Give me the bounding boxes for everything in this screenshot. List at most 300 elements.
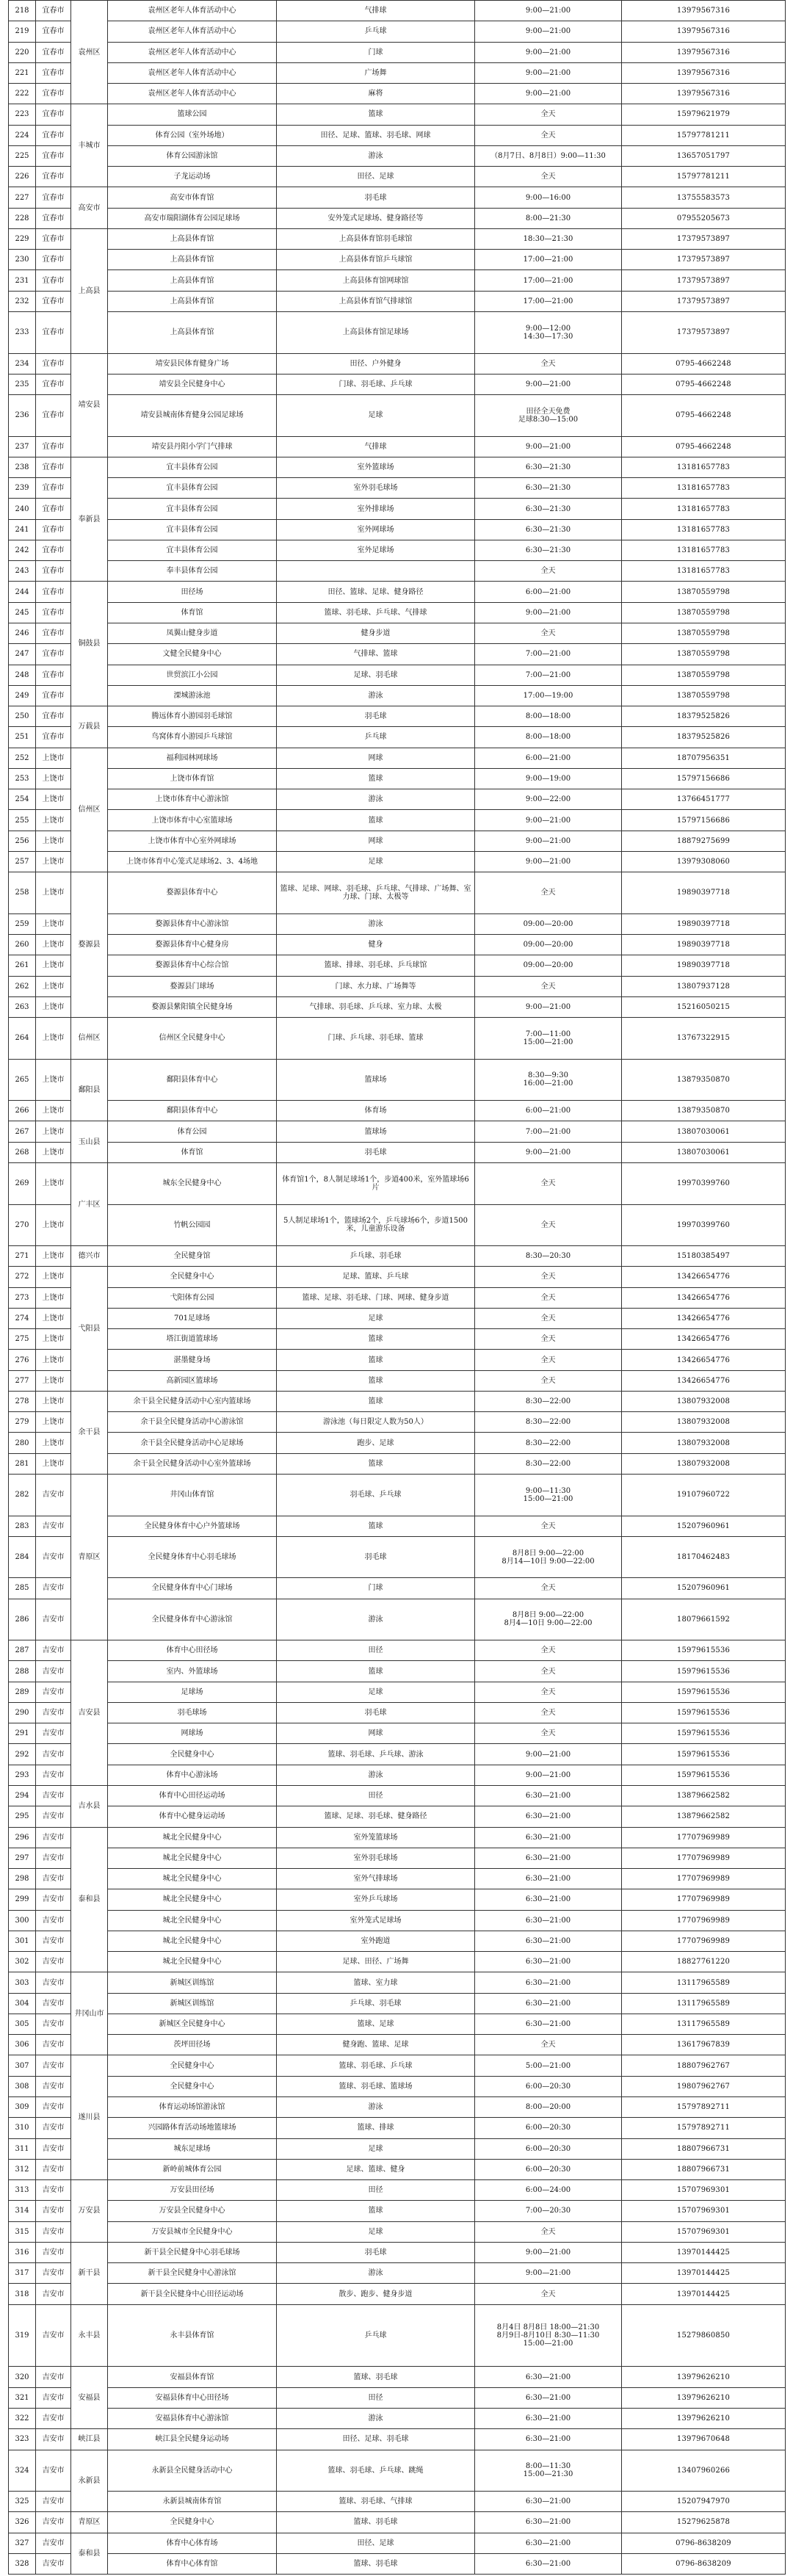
table-row <box>9 1931 786 1951</box>
row-venue: 鄱阳县体育中心 <box>108 1101 277 1121</box>
row-city: 上饶市 <box>36 1267 71 1287</box>
row-time: 田径全天免费 足球8:30—15:00 <box>475 395 622 437</box>
row-time: 全天 <box>475 167 622 187</box>
row-time: 6:30—21:00 <box>475 2367 622 2387</box>
row-city: 吉安市 <box>36 2035 71 2055</box>
row-city: 宜春市 <box>36 104 71 125</box>
row-number: 318 <box>9 2284 36 2304</box>
row-number: 294 <box>9 1786 36 1806</box>
row-venue: 新干县全民健身中心游泳馆 <box>108 2263 277 2284</box>
row-number: 261 <box>9 955 36 976</box>
row-county: 婺源县 <box>71 872 108 1018</box>
row-items: 游泳 <box>277 2408 475 2428</box>
row-county: 新干县 <box>71 2242 108 2304</box>
table-row <box>9 706 786 727</box>
row-city: 吉安市 <box>36 1931 71 1951</box>
row-time: 6:30—21:00 <box>475 2014 622 2034</box>
table-row <box>9 810 786 831</box>
row-venue: 婺源县体育中心综合馆 <box>108 955 277 976</box>
row-items: 游泳 <box>277 1765 475 1785</box>
row-phone: 13807937128 <box>622 976 786 996</box>
row-number: 247 <box>9 644 36 665</box>
row-time: 8:00—20:00 <box>475 2096 622 2117</box>
row-city: 吉安市 <box>36 2201 71 2221</box>
row-phone: 17707969989 <box>622 1931 786 1951</box>
row-city: 宜春市 <box>36 145 71 166</box>
row-city: 宜春市 <box>36 436 71 457</box>
row-time: 8:30—20:30 <box>475 1246 622 1267</box>
row-number: 288 <box>9 1661 36 1682</box>
row-time: 全天 <box>475 1287 622 1308</box>
row-phone: 13181657783 <box>622 561 786 582</box>
row-venue: 婺源县紫阳镇全民健身场 <box>108 996 277 1017</box>
row-venue: 体育中心健身运动场 <box>108 1806 277 1827</box>
row-city: 宜春市 <box>36 167 71 187</box>
row-number: 235 <box>9 374 36 394</box>
row-number: 325 <box>9 2492 36 2512</box>
row-number: 230 <box>9 250 36 270</box>
table-row <box>9 2221 786 2242</box>
venue-table <box>8 0 786 2575</box>
row-items: 篮球、足球、羽毛球、门球、网球、健身步道 <box>277 1287 475 1308</box>
row-venue: 体育中心游泳场 <box>108 1765 277 1785</box>
row-time: 全天 <box>475 125 622 145</box>
row-items: 室外笼式足球场 <box>277 1910 475 1931</box>
row-items: 上高县体育馆足球场 <box>277 311 475 353</box>
row-items: 麻将 <box>277 84 475 104</box>
row-phone: 13767322915 <box>622 1018 786 1060</box>
row-time: 全天 <box>475 1661 622 1682</box>
table-row <box>9 2450 786 2492</box>
row-number: 274 <box>9 1308 36 1328</box>
row-venue: 体育公园（室外场地） <box>108 125 277 145</box>
row-time: 9:00—12:00 14:30—17:30 <box>475 311 622 353</box>
row-venue: 永新县城南体育馆 <box>108 2492 277 2512</box>
table-row <box>9 1142 786 1162</box>
row-time: 9:00—21:00 <box>475 851 622 872</box>
row-venue: 上饶市体育中心室篮球场 <box>108 810 277 831</box>
row-venue: 上高县体育馆 <box>108 250 277 270</box>
row-items: 足球、篮球、乒乓球 <box>277 1267 475 1287</box>
row-city: 吉安市 <box>36 2014 71 2034</box>
row-items: 篮球、羽毛球 <box>277 2367 475 2387</box>
row-items: 室外气排球场 <box>277 1869 475 1889</box>
row-number: 298 <box>9 1869 36 1889</box>
row-venue: 婺源县体育中心游泳馆 <box>108 913 277 934</box>
row-phone: 15979615536 <box>622 1682 786 1702</box>
row-venue: 余干县全民健身活动中心室内篮球场 <box>108 1391 277 1411</box>
row-venue: 奉丰县体育公园 <box>108 561 277 582</box>
row-number: 271 <box>9 1246 36 1267</box>
row-phone: 17379573897 <box>622 250 786 270</box>
row-number: 238 <box>9 457 36 477</box>
table-row <box>9 1204 786 1246</box>
row-items: 足球、篮球、健身 <box>277 2159 475 2179</box>
row-venue: 体育运动场馆游泳馆 <box>108 2096 277 2117</box>
row-time: 6:00—21:00 <box>475 748 622 768</box>
row-phone: 13181657783 <box>622 499 786 519</box>
row-venue: 体育馆 <box>108 1142 277 1162</box>
row-time: 6:00—20:30 <box>475 2076 622 2096</box>
row-items: 门球 <box>277 42 475 62</box>
row-time: 9:00—21:00 <box>475 42 622 62</box>
row-city: 上饶市 <box>36 1101 71 1121</box>
table-row <box>9 1370 786 1391</box>
row-city: 上饶市 <box>36 810 71 831</box>
row-venue: 腾远体育小游园羽毛球馆 <box>108 706 277 727</box>
row-items: 气排球 <box>277 436 475 457</box>
row-city: 吉安市 <box>36 1993 71 2014</box>
row-time: 8:30—22:00 <box>475 1391 622 1411</box>
row-city: 吉安市 <box>36 1765 71 1785</box>
row-time: 全天 <box>475 561 622 582</box>
row-items: 篮球场 <box>277 1121 475 1142</box>
row-venue: 体育中心田径运动场 <box>108 1786 277 1806</box>
table-row <box>9 1329 786 1350</box>
row-venue: 万安县城市全民健身中心 <box>108 2221 277 2242</box>
row-city: 上饶市 <box>36 1121 71 1142</box>
row-phone: 13870559798 <box>622 665 786 685</box>
table-row <box>9 1640 786 1661</box>
row-time: 8:00—18:00 <box>475 706 622 727</box>
row-items: 篮球、室力球 <box>277 1972 475 1993</box>
row-items: 气排球、篮球 <box>277 644 475 665</box>
row-county: 广丰区 <box>71 1162 108 1245</box>
row-items: 乒乓球 <box>277 2304 475 2367</box>
row-county: 峡江县 <box>71 2429 108 2450</box>
row-items: 足球 <box>277 1308 475 1328</box>
row-city: 上饶市 <box>36 1287 71 1308</box>
row-time: 6:30—21:00 <box>475 1889 622 1910</box>
row-items: 游泳 <box>277 1599 475 1640</box>
row-time: 6:30—21:00 <box>475 2387 622 2408</box>
row-city: 吉安市 <box>36 1723 71 1744</box>
row-number: 241 <box>9 519 36 540</box>
row-phone: 13117965589 <box>622 2014 786 2034</box>
table-row <box>9 2159 786 2179</box>
row-time: 6:30—21:00 <box>475 1869 622 1889</box>
row-phone: 13181657783 <box>622 540 786 560</box>
row-items: 游泳 <box>277 2096 475 2117</box>
row-phone: 13870559798 <box>622 602 786 623</box>
row-venue: 新城区训练馆 <box>108 1993 277 2014</box>
row-time: 7:00—21:00 <box>475 644 622 665</box>
row-number: 291 <box>9 1723 36 1744</box>
row-time: 全天 <box>475 104 622 125</box>
row-phone: 13970144425 <box>622 2242 786 2262</box>
row-number: 233 <box>9 311 36 353</box>
row-number: 328 <box>9 2553 36 2574</box>
row-venue: 余干县全民健身活动中心游泳馆 <box>108 1412 277 1433</box>
row-city: 吉安市 <box>36 1702 71 1723</box>
row-city: 吉安市 <box>36 2492 71 2512</box>
row-items: 羽毛球 <box>277 1536 475 1578</box>
row-city: 上饶市 <box>36 1370 71 1391</box>
row-venue: 袁州区老年人体育活动中心 <box>108 1 277 21</box>
row-venue: 靖安县城南体育健身公园足球场 <box>108 395 277 437</box>
row-phone: 13979670648 <box>622 2429 786 2450</box>
row-venue: 全民健身体育中心羽毛球场 <box>108 1536 277 1578</box>
table-row <box>9 457 786 477</box>
row-number: 258 <box>9 872 36 914</box>
row-time: 9:00—21:00 <box>475 84 622 104</box>
row-time: 全天 <box>475 1350 622 1370</box>
row-phone: 13807932008 <box>622 1433 786 1453</box>
row-venue: 新城区全民健身中心 <box>108 2014 277 2034</box>
table-row <box>9 395 786 437</box>
row-number: 316 <box>9 2242 36 2262</box>
row-city: 吉安市 <box>36 2076 71 2096</box>
row-number: 218 <box>9 1 36 21</box>
row-number: 257 <box>9 851 36 872</box>
row-venue: 安福县体育中心田径场 <box>108 2387 277 2408</box>
row-items: 足球、田径、广场舞 <box>277 1952 475 1972</box>
row-time: 9:00—21:00 <box>475 996 622 1017</box>
row-number: 259 <box>9 913 36 934</box>
row-venue: 全民健身中心 <box>108 2055 277 2076</box>
row-number: 227 <box>9 187 36 208</box>
row-time: 全天 <box>475 2221 622 2242</box>
row-items: 足球 <box>277 2138 475 2159</box>
row-venue: 袁州区老年人体育活动中心 <box>108 42 277 62</box>
row-items: 室外篮球场 <box>277 457 475 477</box>
row-venue: 宜丰县体育公园 <box>108 540 277 560</box>
row-number: 283 <box>9 1516 36 1536</box>
row-venue: 体育公园 <box>108 1121 277 1142</box>
row-venue: 溧城游泳池 <box>108 685 277 706</box>
row-county: 青原区 <box>71 2512 108 2533</box>
row-phone: 0795-4662248 <box>622 436 786 457</box>
row-county: 玉山县 <box>71 1121 108 1163</box>
table-row <box>9 125 786 145</box>
row-items: 羽毛球 <box>277 706 475 727</box>
row-city: 吉安市 <box>36 2263 71 2284</box>
row-venue: 全民健身体育中心游泳馆 <box>108 1599 277 1640</box>
row-number: 315 <box>9 2221 36 2242</box>
row-phone: 13807932008 <box>622 1391 786 1411</box>
row-number: 276 <box>9 1350 36 1370</box>
table-row <box>9 1661 786 1682</box>
row-items: 室外乒乓球场 <box>277 1889 475 1910</box>
row-phone: 17379573897 <box>622 291 786 311</box>
row-number: 289 <box>9 1682 36 1702</box>
row-items: 游泳池（每日限定人数为50人） <box>277 1412 475 1433</box>
row-items: 足球 <box>277 851 475 872</box>
row-items: 健身跑、篮球、足球 <box>277 2035 475 2055</box>
row-time: 9:00—21:00 <box>475 21 622 42</box>
row-city: 宜春市 <box>36 602 71 623</box>
row-number: 319 <box>9 2304 36 2367</box>
row-phone: 19890397718 <box>622 935 786 955</box>
row-venue: 婺源县门球场 <box>108 976 277 996</box>
row-items: 游泳 <box>277 685 475 706</box>
row-phone: 13979626210 <box>622 2367 786 2387</box>
row-items: 田径 <box>277 1640 475 1661</box>
row-time: 9:00—21:00 <box>475 810 622 831</box>
row-phone: 19107960722 <box>622 1474 786 1516</box>
row-number: 300 <box>9 1910 36 1931</box>
row-venue: 全民健身中心 <box>108 2512 277 2533</box>
row-venue: 羽毛球场 <box>108 1702 277 1723</box>
table-row <box>9 2201 786 2221</box>
row-venue: 网球场 <box>108 1723 277 1744</box>
row-items: 网球 <box>277 748 475 768</box>
row-time: 8:00—11:30 15:00—21:30 <box>475 2450 622 2492</box>
row-phone: 13117965589 <box>622 1972 786 1993</box>
table-row <box>9 1433 786 1453</box>
row-items: 羽毛球 <box>277 187 475 208</box>
table-row <box>9 851 786 872</box>
row-time: 8:30—22:00 <box>475 1412 622 1433</box>
row-city: 上饶市 <box>36 1412 71 1433</box>
row-number: 223 <box>9 104 36 125</box>
row-number: 312 <box>9 2159 36 2179</box>
row-city: 吉安市 <box>36 1806 71 1827</box>
row-number: 253 <box>9 768 36 789</box>
table-row <box>9 250 786 270</box>
row-items: 篮球、羽毛球、乒乓球、气排球 <box>277 602 475 623</box>
row-items: 篮球 <box>277 1329 475 1350</box>
row-phone: 15979621979 <box>622 104 786 125</box>
row-time: 6:30—21:00 <box>475 1952 622 1972</box>
row-time: 全天 <box>475 1329 622 1350</box>
row-items: 篮球、羽毛球、乒乓球 <box>277 2055 475 2076</box>
row-phone: 18807966731 <box>622 2138 786 2159</box>
row-phone: 15797781211 <box>622 125 786 145</box>
row-city: 宜春市 <box>36 42 71 62</box>
row-city: 吉安市 <box>36 1848 71 1868</box>
row-number: 277 <box>9 1370 36 1391</box>
row-city: 宜春市 <box>36 21 71 42</box>
row-phone: 17707969989 <box>622 1827 786 1848</box>
table-row <box>9 748 786 768</box>
row-venue: 宜丰县体育公园 <box>108 457 277 477</box>
row-number: 222 <box>9 84 36 104</box>
table-row <box>9 2076 786 2096</box>
row-time: 全天 <box>475 353 622 374</box>
row-phone: 18879275699 <box>622 831 786 851</box>
row-items: 室外足球场 <box>277 540 475 560</box>
row-items: 篮球 <box>277 104 475 125</box>
row-time: 9:00—21:00 <box>475 831 622 851</box>
row-venue: 城北全民健身中心 <box>108 1952 277 1972</box>
row-phone: 17379573897 <box>622 311 786 353</box>
row-phone: 13979308060 <box>622 851 786 872</box>
row-venue: 万安县全民健身中心 <box>108 2201 277 2221</box>
table-row <box>9 955 786 976</box>
table-row <box>9 1350 786 1370</box>
row-items: 篮球 <box>277 1661 475 1682</box>
row-time: 09:00—20:00 <box>475 935 622 955</box>
table-row <box>9 768 786 789</box>
row-phone: 18807966731 <box>622 2159 786 2179</box>
row-phone: 15207947970 <box>622 2492 786 2512</box>
row-county: 上高县 <box>71 228 108 353</box>
row-city: 宜春市 <box>36 561 71 582</box>
row-number: 232 <box>9 291 36 311</box>
row-county: 高安市 <box>71 187 108 229</box>
table-body <box>9 1 786 2575</box>
row-time: 8:30—9:30 16:00—21:00 <box>475 1059 622 1101</box>
row-time: 8:00—21:30 <box>475 208 622 228</box>
table-row <box>9 996 786 1017</box>
row-time: 6:30—21:00 <box>475 2408 622 2428</box>
row-items: 篮球、排球、羽毛球、乒乓球馆 <box>277 955 475 976</box>
row-number: 263 <box>9 996 36 1017</box>
row-city: 吉安市 <box>36 2304 71 2367</box>
row-items: 广场舞 <box>277 62 475 83</box>
row-venue: 体育中心体育馆 <box>108 2553 277 2574</box>
row-time: 6:30—21:00 <box>475 2553 622 2574</box>
row-city: 吉安市 <box>36 2221 71 2242</box>
row-city: 吉安市 <box>36 2450 71 2492</box>
row-city: 宜春市 <box>36 84 71 104</box>
row-city: 吉安市 <box>36 1599 71 1640</box>
row-items: 室外笼篮球场 <box>277 1827 475 1848</box>
table-row <box>9 2096 786 2117</box>
row-county: 弋阳县 <box>71 1267 108 1392</box>
row-venue: 万安县田径场 <box>108 2180 277 2201</box>
row-phone: 18379525826 <box>622 727 786 748</box>
row-number: 219 <box>9 21 36 42</box>
row-time: 6:00—21:00 <box>475 1101 622 1121</box>
row-items: 上高县体育馆乒乓球馆 <box>277 250 475 270</box>
row-items: 游泳 <box>277 2263 475 2284</box>
row-time: 全天 <box>475 2035 622 2055</box>
row-venue: 体育中心田径场 <box>108 1640 277 1661</box>
row-number: 321 <box>9 2387 36 2408</box>
row-phone: 13870559798 <box>622 623 786 644</box>
row-venue: 全民健身中心 <box>108 2076 277 2096</box>
row-venue: 全民健身中心 <box>108 1744 277 1765</box>
table-row <box>9 187 786 208</box>
table-row <box>9 1682 786 1702</box>
row-items: 篮球、羽毛球、乒乓球、跳绳 <box>277 2450 475 2492</box>
row-time: 6:30—21:30 <box>475 457 622 477</box>
table-row <box>9 84 786 104</box>
row-items: 田径 <box>277 2180 475 2201</box>
row-items: 跑步、足球 <box>277 1433 475 1453</box>
row-city: 宜春市 <box>36 499 71 519</box>
row-time: 6:30—21:00 <box>475 1786 622 1806</box>
row-number: 284 <box>9 1536 36 1578</box>
table-row <box>9 1267 786 1287</box>
row-county: 德兴市 <box>71 1246 108 1267</box>
row-number: 225 <box>9 145 36 166</box>
table-row <box>9 208 786 228</box>
row-venue: 竹帆公园园 <box>108 1204 277 1246</box>
row-city: 宜春市 <box>36 291 71 311</box>
row-number: 302 <box>9 1952 36 1972</box>
row-venue: 城北全民健身中心 <box>108 1869 277 1889</box>
row-venue: 子龙运动场 <box>108 167 277 187</box>
row-city: 吉安市 <box>36 1952 71 1972</box>
row-city: 宜春市 <box>36 727 71 748</box>
row-number: 254 <box>9 789 36 810</box>
row-time: 6:30—21:30 <box>475 478 622 499</box>
row-items: 篮球、足球、羽毛球、健身路径 <box>277 1806 475 1827</box>
row-time: 8:30—22:00 <box>475 1433 622 1453</box>
row-venue: 全民健身馆 <box>108 1246 277 1267</box>
row-county: 鄱阳县 <box>71 1059 108 1121</box>
row-county: 信州区 <box>71 1018 108 1060</box>
row-city: 吉安市 <box>36 2055 71 2076</box>
row-number: 285 <box>9 1578 36 1599</box>
row-venue: 全民健身体育中心户外篮球场 <box>108 1516 277 1536</box>
row-county: 奉新县 <box>71 457 108 582</box>
row-phone: 13979567316 <box>622 84 786 104</box>
row-county: 袁州区 <box>71 1 108 104</box>
